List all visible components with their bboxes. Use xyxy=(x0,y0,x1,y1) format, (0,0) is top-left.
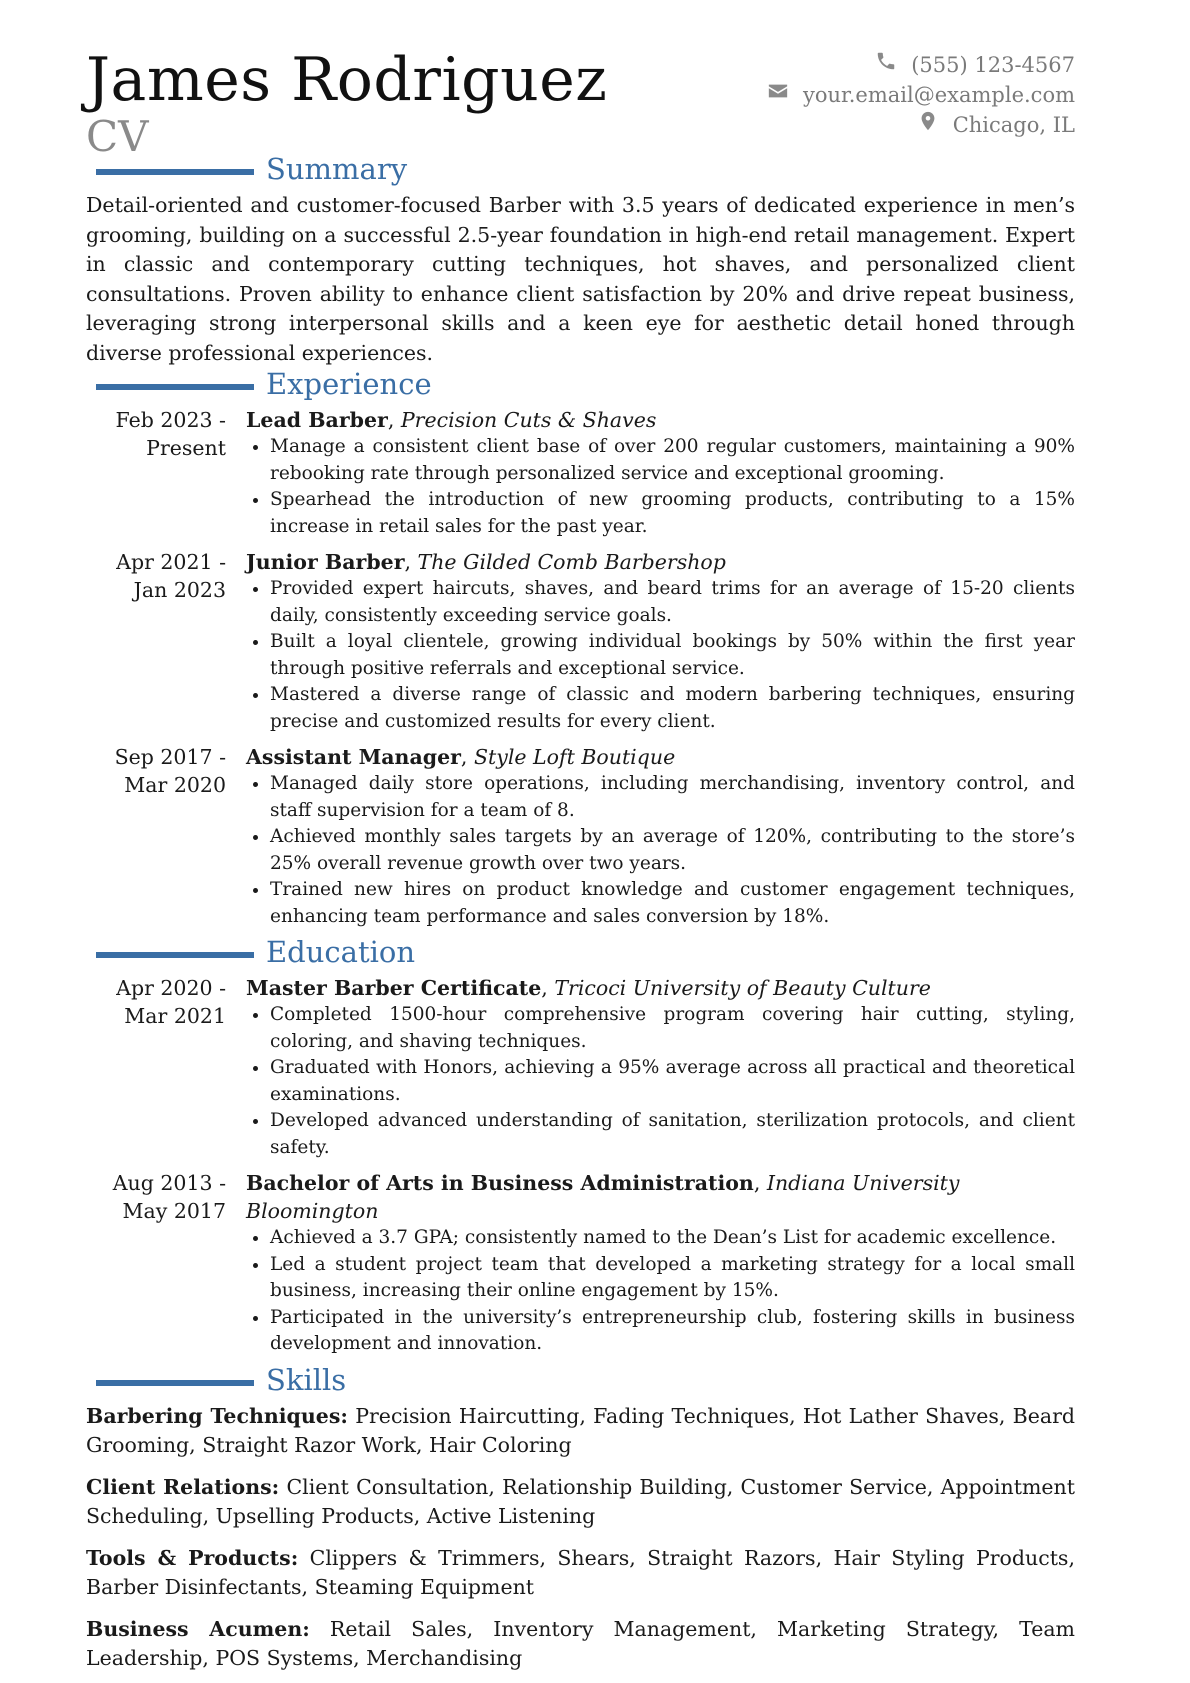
entry-body xyxy=(246,743,1075,930)
separator: , xyxy=(387,408,401,432)
section-title: Experience xyxy=(266,367,432,401)
entry xyxy=(86,1169,1075,1358)
section-education-heading xyxy=(86,935,1075,974)
spacer xyxy=(298,1546,309,1570)
entry-organization: Style Loft Boutique xyxy=(473,745,676,769)
section-experience-heading xyxy=(86,367,1075,406)
bullet-item: • Led a student project team that developed a marketing strategy for a local small business, increasing their online engagement by 15%. xyxy=(270,1252,1075,1305)
entry-body xyxy=(246,1169,1075,1358)
separator: , xyxy=(541,976,555,1000)
skill-values: Clippers & Trimmers, Shears, Straight Razors, Hair Styling Products, Barber Disinfectants, Steaming Equipment xyxy=(86,1545,1075,1599)
bullet-item: • Graduated with Honors, achieving a 95% average across all practical and theoretical examinations. xyxy=(270,1055,1075,1108)
skill-category: Barbering Techniques: xyxy=(86,1403,348,1428)
entry xyxy=(86,743,1075,930)
skill-category: Business Acumen: xyxy=(86,1616,310,1641)
separator: , xyxy=(404,550,418,574)
experience-list xyxy=(86,406,1075,930)
bullet-item: • Mastered a diverse range of classic and modern barbering techniques, ensuring precise and customized results for every client. xyxy=(270,682,1075,735)
skills-list xyxy=(86,1402,1075,1674)
skill-values: Retail Sales, Inventory Management, Marketing Strategy, Team Leadership, POS Systems, Merchandising xyxy=(86,1616,1075,1670)
entry-date: Feb 2023 - Present xyxy=(115,408,226,460)
entry-body xyxy=(246,406,1075,540)
spacer xyxy=(310,1617,330,1641)
entry-title xyxy=(246,548,1075,576)
summary-text: Detail-oriented and customer-focused Barber with 3.5 years of dedicated experience in men’s grooming, building on a successful 2.5-year foundation in high-end retail management. Expert in classic and contemporary cutting techniques, hot shaves, and personalized client consultations. Proven ability to enhance client satisfaction by 20% and drive repeat business, leveraging strong interpersonal skills and a keen eye for aesthetic detail honed through diverse professional experiences. xyxy=(86,193,1075,365)
entry-organization: Precision Cuts & Shaves xyxy=(400,408,657,432)
entry-organization: Tricoci University of Beauty Culture xyxy=(554,976,931,1000)
entry-role: Assistant Manager xyxy=(246,745,461,769)
section-skills-heading xyxy=(86,1362,1075,1402)
bullet-item: • Manage a consistent client base of over 200 regular customers, maintaining a 90% rebooking rate through personalized service and exceptional grooming. xyxy=(270,434,1075,487)
bullet-list xyxy=(246,771,1075,930)
person-name: James Rodriguez xyxy=(86,45,608,115)
skill-category: Client Relations: xyxy=(86,1474,280,1499)
entry-organization: Indiana University Bloomington xyxy=(246,1171,960,1223)
education-list xyxy=(86,974,1075,1358)
entry-title xyxy=(246,1169,1075,1225)
bullet-item: • Trained new hires on product knowledge and customer engagement techniques, enhancing team performance and sales conversion by 18%. xyxy=(270,877,1075,930)
section-bar xyxy=(96,952,254,958)
skill-row xyxy=(86,1615,1075,1674)
location-text: Chicago, IL xyxy=(952,113,1075,137)
section-summary-heading xyxy=(86,152,1075,191)
skill-category: Tools & Products: xyxy=(86,1545,299,1570)
entry xyxy=(86,406,1075,540)
bullet-item: • Achieved a 3.7 GPA; consistently named to the Dean’s List for academic excellence. xyxy=(270,1225,1075,1252)
bullet-list xyxy=(246,1002,1075,1161)
bullet-list xyxy=(246,1225,1075,1358)
entry-date: Sep 2017 - Mar 2020 xyxy=(114,745,226,797)
entry-role: Bachelor of Arts in Business Administration xyxy=(246,1171,754,1195)
section-bar xyxy=(96,384,254,390)
bullet-item: • Spearhead the introduction of new grooming products, contributing to a 15% increase in retail sales for the past year. xyxy=(270,487,1075,540)
separator: , xyxy=(753,1171,767,1195)
entry-title xyxy=(246,743,1075,771)
entry-body xyxy=(246,548,1075,735)
section-title: Education xyxy=(266,935,416,969)
envelope-icon xyxy=(767,80,789,110)
skill-row xyxy=(86,1473,1075,1532)
separator: , xyxy=(460,745,474,769)
bullet-item: • Achieved monthly sales targets by an average of 120%, contributing to the store’s 25% overall revenue growth over two years. xyxy=(270,824,1075,877)
contact-email xyxy=(767,80,1075,110)
entry-date: Apr 2020 - Mar 2021 xyxy=(116,976,226,1028)
bullet-item: • Provided expert haircuts, shaves, and beard trims for an average of 15-20 clients daily, consistently exceeding service goals. xyxy=(270,576,1075,629)
section-title: Skills xyxy=(266,1362,347,1397)
map-marker-icon xyxy=(917,110,939,140)
entry xyxy=(86,974,1075,1161)
entry-organization: The Gilded Comb Barbershop xyxy=(417,550,726,574)
email-link[interactable]: your.email@example.com xyxy=(802,83,1075,107)
entry xyxy=(86,548,1075,735)
bullet-list xyxy=(246,576,1075,735)
entry-date: Aug 2013 - May 2017 xyxy=(112,1171,226,1223)
skill-row xyxy=(86,1544,1075,1603)
section-bar xyxy=(96,169,254,175)
bullet-list xyxy=(246,434,1075,540)
skill-values: Client Consultation, Relationship Building, Customer Service, Appointment Scheduling, Upselling Products, Active Listening xyxy=(86,1474,1075,1528)
entry-role: Master Barber Certificate xyxy=(246,976,542,1000)
entry-role: Junior Barber xyxy=(246,550,405,574)
bullet-item: • Managed daily store operations, including merchandising, inventory control, and staff supervision for a team of 8. xyxy=(270,771,1075,824)
entry-title xyxy=(246,406,1075,434)
header xyxy=(86,40,1075,161)
bullet-item: • Developed advanced understanding of sanitation, sterilization protocols, and client safety. xyxy=(270,1108,1075,1161)
bullet-item: • Completed 1500-hour comprehensive program covering hair cutting, styling, coloring, and shaving techniques. xyxy=(270,1002,1075,1055)
contact-phone xyxy=(767,50,1075,80)
entry-date: Apr 2021 - Jan 2023 xyxy=(116,550,226,602)
section-title: Summary xyxy=(266,152,408,186)
bullet-item: • Built a loyal clientele, growing individual bookings by 50% within the first year through positive referrals and exceptional service. xyxy=(270,629,1075,682)
skill-row xyxy=(86,1402,1075,1461)
contact-location xyxy=(767,110,1075,140)
phone-text[interactable]: (555) 123-4567 xyxy=(911,53,1075,77)
skill-values: Precision Haircutting, Fading Techniques, Hot Lather Shaves, Beard Grooming, Straight Razor Work, Hair Coloring xyxy=(86,1403,1075,1457)
document-subtitle: CV xyxy=(86,112,149,161)
entry-role: Lead Barber xyxy=(246,408,388,432)
bullet-item: • Participated in the university’s entrepreneurship club, fostering skills in business development and innovation. xyxy=(270,1305,1075,1358)
section-bar xyxy=(96,1380,254,1386)
entry-body xyxy=(246,974,1075,1161)
entry-title xyxy=(246,974,1075,1002)
phone-icon xyxy=(875,50,897,80)
contact-block xyxy=(767,50,1075,140)
